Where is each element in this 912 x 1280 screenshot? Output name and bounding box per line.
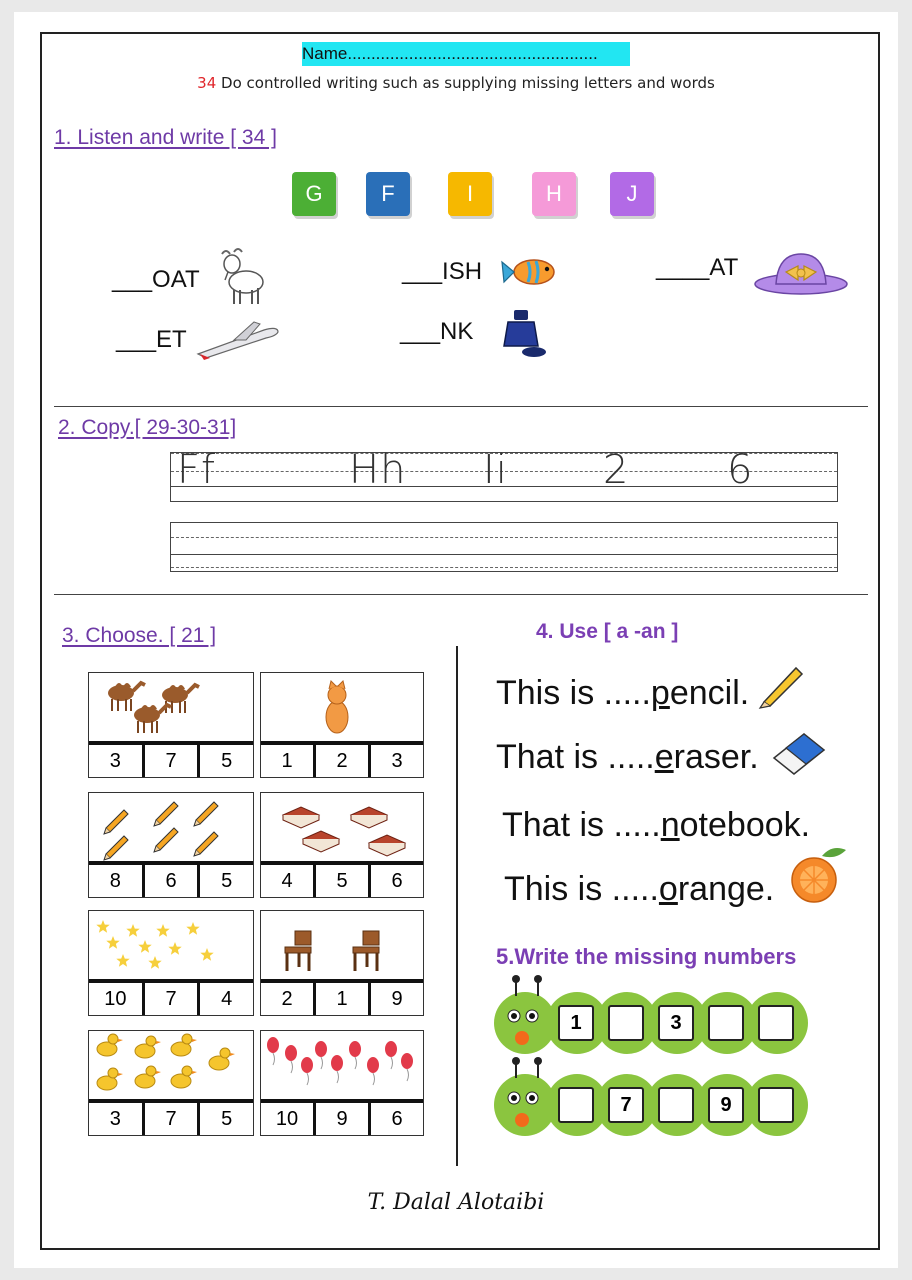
trace-ff: Ff bbox=[177, 447, 217, 493]
answer-option[interactable]: 5 bbox=[313, 865, 368, 897]
eraser-icon bbox=[770, 728, 828, 778]
duck-icon bbox=[97, 1034, 123, 1056]
balloon-icon bbox=[349, 1041, 361, 1069]
duck-icon bbox=[97, 1068, 123, 1090]
given-number: 7 bbox=[608, 1087, 644, 1123]
answer-option[interactable]: 2 bbox=[281, 988, 293, 1010]
hat-icon bbox=[752, 250, 850, 298]
cat-icon bbox=[326, 681, 348, 733]
section4-title: 4. Use [ a -an ] bbox=[536, 620, 679, 643]
sentence-prefix[interactable]: This is ..... bbox=[504, 870, 659, 908]
star-icon bbox=[138, 940, 151, 953]
sentence-2 bbox=[496, 738, 759, 777]
sentence-1 bbox=[496, 674, 749, 713]
sentence-first-letter: n bbox=[660, 806, 680, 844]
answer-options bbox=[261, 741, 423, 777]
pencil-icon bbox=[194, 832, 218, 856]
trace-ii: Ii bbox=[483, 447, 508, 493]
name-field[interactable]: Name..................................................... bbox=[302, 42, 630, 66]
antenna-icon bbox=[510, 1056, 546, 1082]
balloon-icon bbox=[267, 1037, 279, 1065]
pencil-icon bbox=[104, 810, 128, 834]
chair-icon bbox=[285, 931, 311, 971]
answer-option[interactable]: 9 bbox=[313, 1103, 368, 1135]
objective-number: 34 bbox=[197, 74, 217, 92]
sentence-prefix[interactable]: This is ..... bbox=[496, 674, 651, 712]
answer-option[interactable]: 5 bbox=[197, 865, 253, 897]
book-icon bbox=[351, 807, 387, 828]
answer-options bbox=[89, 741, 253, 777]
word-fish: ___ISH bbox=[402, 258, 483, 285]
pencil-icon bbox=[154, 802, 178, 826]
letter-tile-f: F bbox=[366, 172, 410, 216]
pencil-icon bbox=[104, 836, 128, 860]
answer-options bbox=[261, 1099, 423, 1135]
balloon-icon bbox=[315, 1041, 327, 1069]
balloon-icon bbox=[285, 1045, 297, 1073]
section2-title: 2. Copy.[ 29-30-31] bbox=[58, 416, 237, 439]
copy-line-2[interactable] bbox=[170, 522, 838, 572]
goat-icon bbox=[212, 246, 268, 308]
jet-icon bbox=[194, 318, 282, 362]
word-oat: ___OAT bbox=[112, 266, 200, 293]
pencil-icon bbox=[756, 660, 806, 710]
balloon-picture bbox=[261, 1031, 425, 1101]
teacher-signature: T. Dalal Alotaibi bbox=[367, 1190, 545, 1215]
camel-picture bbox=[89, 673, 253, 743]
caterpillar-face-icon bbox=[494, 1074, 556, 1136]
pencil-icon bbox=[154, 828, 178, 852]
orange-icon bbox=[786, 842, 850, 906]
balloon-icon bbox=[301, 1057, 313, 1085]
choose-card bbox=[260, 910, 424, 1016]
blank-number-box[interactable] bbox=[608, 1005, 644, 1041]
sentence-prefix[interactable]: That is ..... bbox=[502, 806, 661, 844]
copy-line-1 bbox=[170, 447, 838, 502]
fish-icon bbox=[500, 254, 560, 290]
duck-icon bbox=[171, 1034, 197, 1056]
word-jet: ___ET bbox=[116, 326, 187, 353]
given-number: 3 bbox=[658, 1005, 694, 1041]
sentence-rest: range. bbox=[677, 870, 775, 908]
blank-number-box[interactable] bbox=[758, 1087, 794, 1123]
answer-option[interactable]: 10 bbox=[104, 988, 127, 1010]
blank-number-box[interactable] bbox=[658, 1087, 694, 1123]
chair-picture bbox=[261, 911, 425, 981]
star-icon bbox=[96, 920, 109, 933]
star-icon bbox=[200, 948, 213, 961]
given-number: 1 bbox=[558, 1005, 594, 1041]
pencil-picture bbox=[89, 793, 253, 863]
trace-2: 2 bbox=[603, 447, 630, 493]
answer-option[interactable]: 10 bbox=[275, 1108, 299, 1130]
answer-option[interactable]: 5 bbox=[197, 1103, 253, 1135]
answer-option[interactable]: 6 bbox=[142, 865, 198, 897]
letter-tile-j: J bbox=[610, 172, 654, 216]
choose-card bbox=[88, 672, 254, 778]
sentence-prefix[interactable]: That is ..... bbox=[496, 738, 655, 776]
camel-icon bbox=[134, 705, 171, 733]
star-icon bbox=[168, 942, 181, 955]
objective-line bbox=[0, 74, 912, 92]
answer-options bbox=[89, 861, 253, 897]
sentence-first-letter: o bbox=[658, 870, 678, 908]
letter-tile-i: I bbox=[448, 172, 492, 216]
book-icon bbox=[283, 807, 319, 828]
sentence-rest: encil. bbox=[669, 674, 750, 712]
chair-icon bbox=[353, 931, 379, 971]
answer-options bbox=[89, 1099, 253, 1135]
answer-option[interactable]: 7 bbox=[142, 1103, 198, 1135]
camel-icon bbox=[162, 685, 199, 713]
book-icon bbox=[303, 831, 339, 852]
balloon-icon bbox=[331, 1055, 343, 1083]
section1-title: 1. Listen and write [ 34 ] bbox=[54, 126, 277, 149]
star-icon bbox=[186, 922, 199, 935]
answer-options bbox=[89, 979, 253, 1015]
answer-options bbox=[261, 979, 423, 1015]
choose-card bbox=[260, 1030, 424, 1136]
guide-line bbox=[171, 567, 837, 568]
letter-tile-g: G bbox=[292, 172, 336, 216]
star-icon bbox=[148, 956, 161, 969]
duck-picture bbox=[89, 1031, 253, 1101]
answer-option[interactable]: 1 bbox=[281, 750, 293, 772]
answer-option[interactable]: 9 bbox=[368, 983, 423, 1015]
duck-icon bbox=[171, 1066, 197, 1088]
word-ink: ___NK bbox=[400, 318, 474, 345]
choose-card bbox=[88, 1030, 254, 1136]
trace-hh: Hh bbox=[349, 447, 407, 493]
answer-option[interactable]: 3 bbox=[368, 745, 423, 777]
duck-icon bbox=[209, 1048, 235, 1070]
answer-option[interactable]: 7 bbox=[142, 983, 198, 1015]
balloon-icon bbox=[367, 1057, 379, 1085]
star-picture bbox=[89, 911, 253, 981]
answer-option[interactable]: 8 bbox=[109, 870, 121, 892]
section5-title: 5.Write the missing numbers bbox=[496, 944, 797, 969]
star-icon bbox=[116, 954, 129, 967]
antenna-icon bbox=[510, 974, 546, 1000]
guide-line bbox=[171, 537, 837, 538]
cat-picture bbox=[261, 673, 425, 743]
divider-2 bbox=[54, 594, 868, 595]
word-hat: ____AT bbox=[656, 254, 739, 281]
answer-option[interactable]: 6 bbox=[368, 1103, 423, 1135]
caterpillar-head bbox=[494, 1074, 556, 1136]
objective-text: Do controlled writing such as supplying missing letters and words bbox=[216, 74, 715, 92]
ink-icon bbox=[500, 306, 550, 360]
book-picture bbox=[261, 793, 425, 863]
sentence-first-letter: p bbox=[650, 674, 670, 712]
sentence-rest: raser. bbox=[673, 738, 759, 776]
answer-option[interactable]: 2 bbox=[313, 745, 368, 777]
choose-card bbox=[260, 672, 424, 778]
duck-icon bbox=[135, 1036, 161, 1058]
answer-option[interactable]: 1 bbox=[313, 983, 368, 1015]
caterpillar-head bbox=[494, 992, 556, 1054]
balloon-icon bbox=[401, 1053, 413, 1081]
star-icon bbox=[126, 924, 139, 937]
answer-option[interactable]: 5 bbox=[197, 745, 253, 777]
sentence-3 bbox=[502, 806, 810, 845]
sentence-4 bbox=[504, 870, 774, 909]
column-divider bbox=[456, 646, 458, 1166]
blank-number-box[interactable] bbox=[558, 1087, 594, 1123]
choose-card bbox=[88, 910, 254, 1016]
given-number: 9 bbox=[708, 1087, 744, 1123]
answer-option[interactable]: 4 bbox=[281, 870, 293, 892]
base-line bbox=[171, 554, 837, 555]
answer-option[interactable]: 4 bbox=[197, 983, 253, 1015]
balloon-icon bbox=[385, 1041, 397, 1069]
letter-tile-h: H bbox=[532, 172, 576, 216]
answer-option[interactable]: 3 bbox=[109, 750, 121, 772]
blank-number-box[interactable] bbox=[708, 1005, 744, 1041]
sentence-rest: otebook. bbox=[679, 806, 811, 844]
answer-option[interactable]: 3 bbox=[109, 1108, 121, 1130]
trace-6: 6 bbox=[727, 447, 754, 493]
answer-options bbox=[261, 861, 423, 897]
duck-icon bbox=[135, 1066, 161, 1088]
blank-number-box[interactable] bbox=[758, 1005, 794, 1041]
choose-card bbox=[88, 792, 254, 898]
pencil-icon bbox=[194, 802, 218, 826]
divider-1 bbox=[54, 406, 868, 407]
sentence-first-letter: e bbox=[654, 738, 674, 776]
book-icon bbox=[369, 835, 405, 856]
star-icon bbox=[106, 936, 119, 949]
answer-option[interactable]: 7 bbox=[142, 745, 198, 777]
answer-option[interactable]: 6 bbox=[368, 865, 423, 897]
caterpillar-face-icon bbox=[494, 992, 556, 1054]
section3-title: 3. Choose. [ 21 ] bbox=[62, 624, 217, 647]
camel-icon bbox=[108, 683, 145, 711]
star-icon bbox=[156, 924, 169, 937]
choose-card bbox=[260, 792, 424, 898]
